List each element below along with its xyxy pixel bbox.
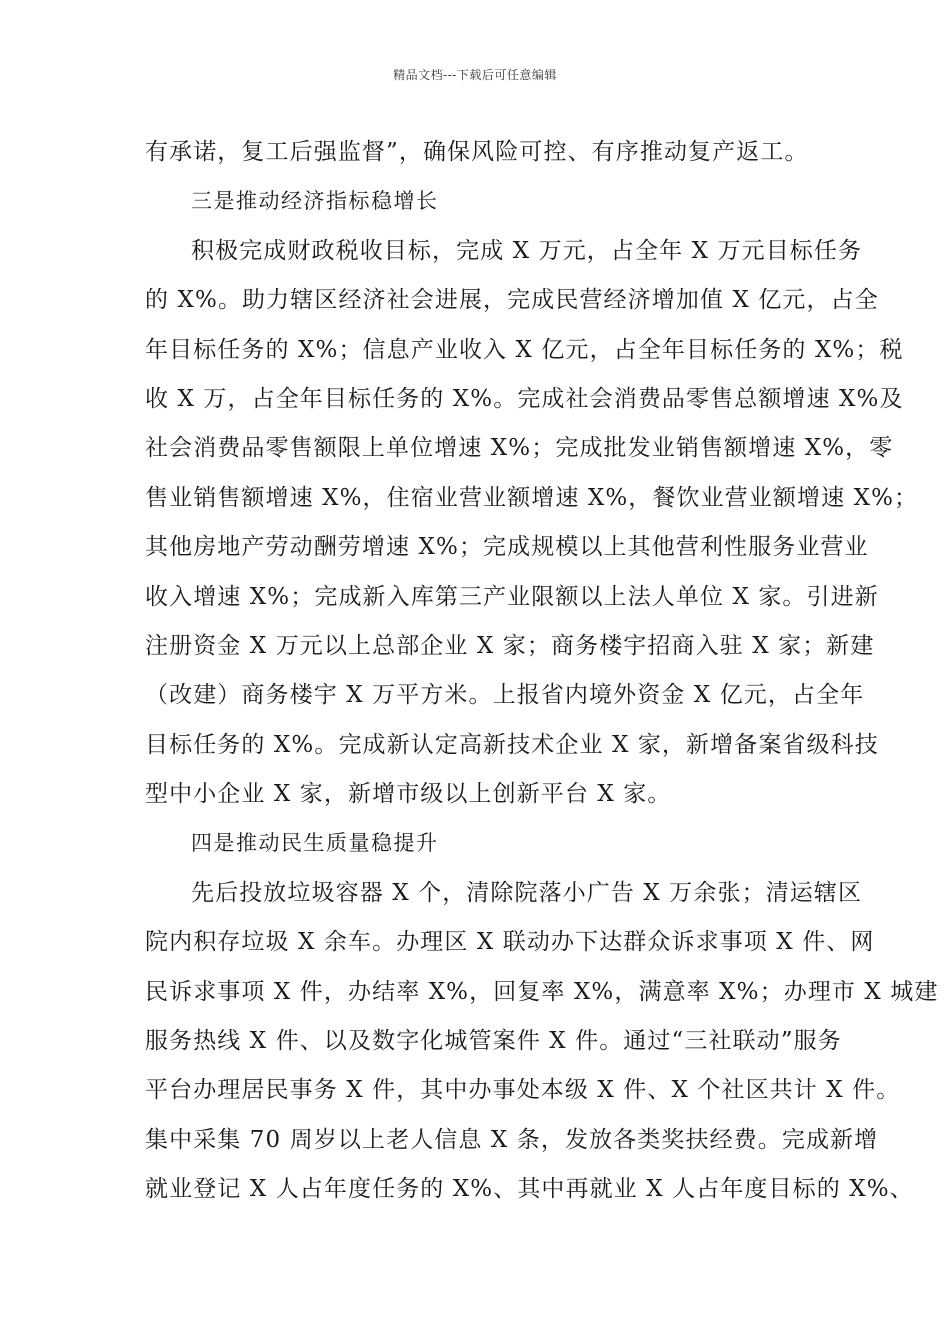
paragraph-line: 收入增速 X%；完成新入库第三产业限额以上法人单位 X 家。引进新 [145, 583, 879, 610]
paragraph-line: 售业销售额增速 X%，住宿业营业额增速 X%，餐饮业营业额增速 X%； [145, 484, 919, 511]
document-body [145, 128, 939, 1215]
paragraph-line: 民诉求事项 X 件，办结率 X%，回复率 X%，满意率 X%；办理市 X 城建 [145, 978, 939, 1005]
paragraph-line: 目标任务的 X%。完成新认定高新技术企业 X 家，新增备案省级科技 [145, 731, 879, 758]
paragraph-line: 先后投放垃圾容器 X 个，清除院落小广告 X 万余张；清运辖区 [191, 879, 863, 906]
paragraph-line: 院内积存垃圾 X 余车。办理区 X 联动办下达群众诉求事项 X 件、网 [145, 929, 875, 956]
paragraph-line: 服务热线 X 件、以及数字化城管案件 X 件。通过“三社联动”服务 [145, 1028, 842, 1055]
section-heading: 四是推动民生质量稳提升 [191, 831, 439, 856]
section-heading: 三是推动经济指标稳增长 [191, 189, 439, 214]
paragraph-line: 其他房地产劳动酬劳增速 X%；完成规模以上其他营利性服务业营业 [145, 534, 869, 561]
paragraph-line: 收 X 万，占全年目标任务的 X%。完成社会消费品零售总额增速 X%及 [145, 385, 904, 412]
paragraph-line: 就业登记 X 人占年度任务的 X%、其中再就业 X 人占年度目标的 X%、 [145, 1176, 914, 1203]
paragraph-line: （改建）商务楼宇 X 万平方米。上报省内境外资金 X 亿元，占全年 [145, 682, 865, 709]
paragraph-line: 集中采集 70 周岁以上老人信息 X 条，发放各类奖扶经费。完成新增 [145, 1126, 879, 1153]
paragraph-line: 型中小企业 X 家，新增市级以上创新平台 X 家。 [145, 781, 672, 808]
paragraph-line: 年目标任务的 X%；信息产业收入 X 亿元，占全年目标任务的 X%；税 [145, 336, 904, 363]
paragraph-line: 有承诺，复工后强监督”，确保风险可控、有序推动复产返工。 [145, 139, 809, 165]
paragraph-line: 社会消费品零售额限上单位增速 X%；完成批发业销售额增速 X%，零 [145, 435, 894, 462]
page-header: 精品文档---下载后可任意编辑 [393, 68, 557, 82]
paragraph-line: 注册资金 X 万元以上总部企业 X 家；商务楼宇招商入驻 X 家；新建 [145, 632, 875, 659]
paragraph-line: 积极完成财政税收目标，完成 X 万元，占全年 X 万元目标任务 [191, 237, 863, 264]
paragraph-line: 的 X%。助力辖区经济社会进展，完成民营经济增加值 X 亿元，占全 [145, 287, 879, 314]
paragraph-line: 平台办理居民事务 X 件，其中办事处本级 X 件、X 个社区共计 X 件。 [145, 1077, 901, 1104]
